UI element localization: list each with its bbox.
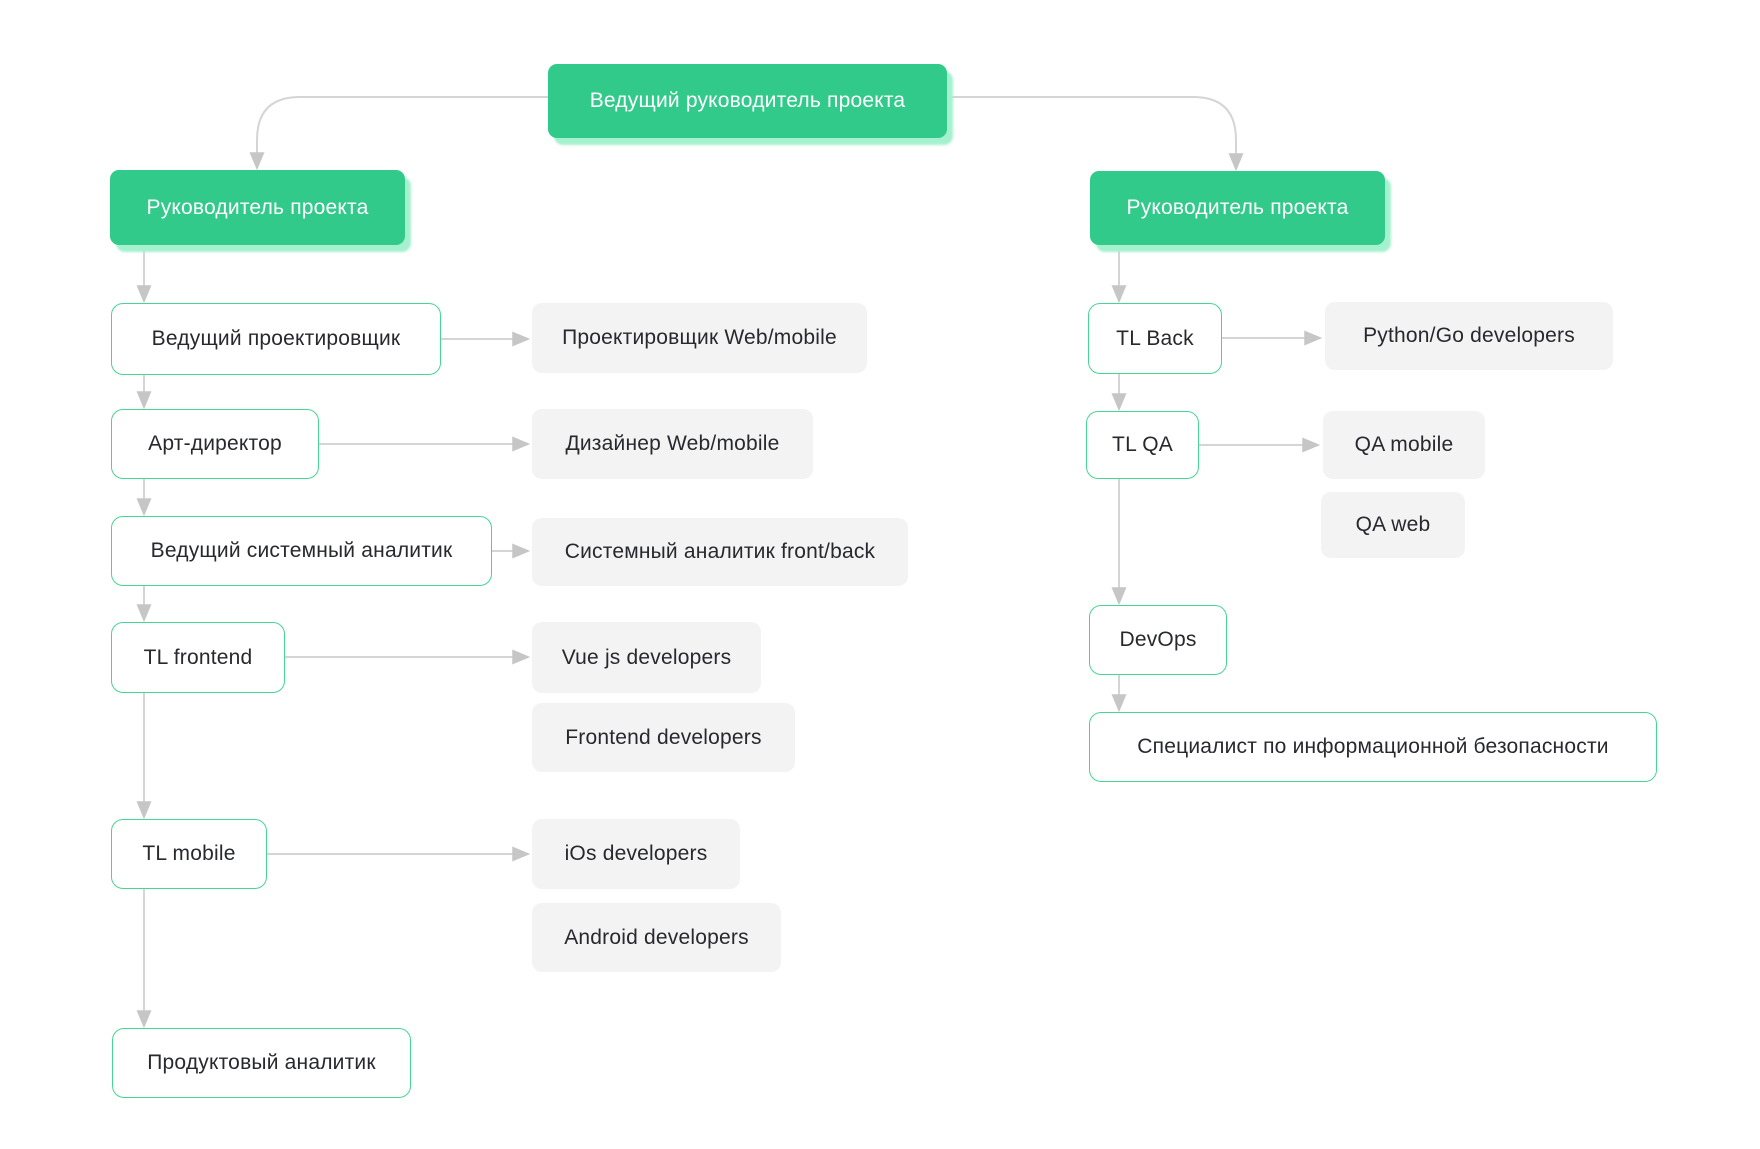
edge-root-pm-left xyxy=(257,97,548,168)
node-tl-frontend[interactable]: TL frontend xyxy=(111,622,285,693)
node-python-go-developers[interactable]: Python/Go developers xyxy=(1325,302,1613,370)
node-system-analysts[interactable]: Системный аналитик front/back xyxy=(532,518,908,586)
node-devops[interactable]: DevOps xyxy=(1089,605,1227,675)
node-qa-web[interactable]: QA web xyxy=(1321,492,1465,558)
node-web-mobile-designers[interactable]: Проектировщик Web/mobile xyxy=(532,303,867,373)
node-pm-left[interactable]: Руководитель проекта xyxy=(110,170,405,245)
node-vue-developers[interactable]: Vue js developers xyxy=(532,622,761,693)
node-pm-right[interactable]: Руководитель проекта xyxy=(1090,171,1385,245)
node-frontend-developers[interactable]: Frontend developers xyxy=(532,703,795,772)
node-qa-mobile[interactable]: QA mobile xyxy=(1323,411,1485,479)
edge-root-pm-right xyxy=(947,97,1236,169)
node-lead-system-analyst[interactable]: Ведущий системный аналитик xyxy=(111,516,492,586)
node-tl-mobile[interactable]: TL mobile xyxy=(111,819,267,889)
node-web-mobile-design-team[interactable]: Дизайнер Web/mobile xyxy=(532,409,813,479)
node-lead-designer[interactable]: Ведущий проектировщик xyxy=(111,303,441,375)
node-root[interactable]: Ведущий руководитель проекта xyxy=(548,64,947,138)
node-ios-developers[interactable]: iOs developers xyxy=(532,819,740,889)
node-android-developers[interactable]: Android developers xyxy=(532,903,781,972)
node-infosec-specialist[interactable]: Специалист по информационной безопасности xyxy=(1089,712,1657,782)
node-product-analyst[interactable]: Продуктовый аналитик xyxy=(112,1028,411,1098)
node-tl-qa[interactable]: TL QA xyxy=(1086,411,1199,479)
node-art-director[interactable]: Арт-директор xyxy=(111,409,319,479)
node-tl-back[interactable]: TL Back xyxy=(1088,303,1222,374)
